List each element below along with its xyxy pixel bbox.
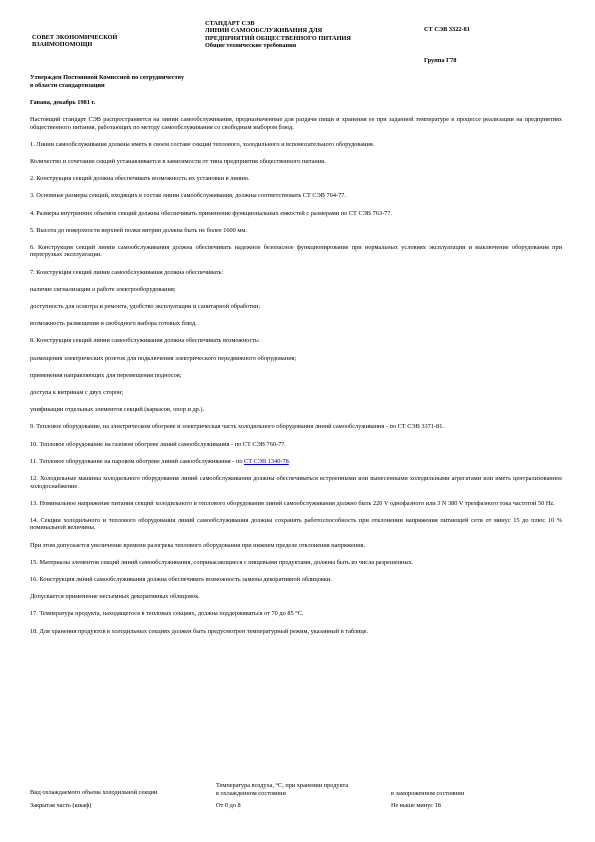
paragraph-15: 15. Материалы элементов секций линий самообслуживания, соприкасающиеся с пищевыми продуктами, должны быть из числа разрешенных. bbox=[30, 558, 414, 566]
paragraph-11 bbox=[30, 458, 562, 466]
table-subheader-chilled: в охлажденном состоянии bbox=[216, 789, 286, 797]
paragraph-7-item-1: наличие сигнализации о работе электрооборудования; bbox=[30, 285, 176, 293]
paragraph-7: 7. Конструкция секций линии самообслуживания должна обеспечивать: bbox=[30, 268, 224, 276]
standard-reference-link[interactable]: СТ СЭВ 1340-78 bbox=[244, 457, 289, 465]
paragraph-8-item-4: унификации отдельных элементов секций (каркасов, опор и др.). bbox=[30, 406, 205, 414]
table-cell-type: Закрытая часть (шкаф) bbox=[30, 802, 92, 810]
table-cell-frozen: Не выше минус 18 bbox=[391, 802, 441, 810]
paragraph-8-item-1: размещения электрических розеток для подключения электрического передвижного оборудования; bbox=[30, 354, 297, 362]
temperature-table bbox=[30, 782, 562, 810]
standard-subtitle: Общие технические требования bbox=[205, 42, 297, 50]
paragraph-13: 13. Номинальное напряжение питания секций холодильного и теплового оборудования линий самообслуживания должно быть 220 V однофазного или 3 N 380 V трехфазного тока частотой 50 Hz. bbox=[30, 499, 555, 507]
approved-line-1: Утвержден Постоянной Комиссией по сотрудничеству bbox=[30, 74, 185, 81]
org-line-1: СОВЕТ ЭКОНОМИЧЕСКОЙ bbox=[32, 34, 118, 41]
paragraph-2: 2. Конструкция секций должна обеспечивать возможность их установки в линию. bbox=[30, 175, 250, 183]
paragraph-3: 3. Основные размеры секций, входящих в состав линии самообслуживания, должны соответствовать СТ СЭВ 764-77. bbox=[30, 192, 346, 200]
paragraph-17: 17. Температура продукта, находящегося в тепловых секциях, должна поддерживаться от 70 до 85 °С. bbox=[30, 610, 304, 618]
table-header-temperature: Температура воздуха, °С, при хранении продукта bbox=[216, 782, 349, 789]
standard-code: СТ СЭВ 3322-81 bbox=[424, 26, 470, 33]
standard-title-block bbox=[205, 20, 410, 50]
table-cell-chilled: От 0 до 8 bbox=[216, 802, 241, 810]
standard-label: СТАНДАРТ СЭВ bbox=[205, 20, 255, 27]
document-body bbox=[30, 74, 562, 635]
approved-line-2: в области стандартизации bbox=[30, 81, 105, 89]
paragraph-8-item-3: доступа к витринам с двух сторон; bbox=[30, 388, 124, 396]
paragraph-16: 16. Конструкция линий самообслуживания должна обеспечивать возможность замены декоративной облицовки. bbox=[30, 576, 332, 584]
title-line-1: ЛИНИИ САМООБСЛУЖИВАНИЯ ДЛЯ bbox=[205, 27, 323, 35]
paragraph-14: 14. Секции холодильного и теплового оборудования линий самообслуживания должны сохранять работоспособность при отклонении напряжения питающей сети от минус 15 до плюс 10 % номинальной величины. bbox=[30, 516, 562, 532]
paragraph-10: 10. Тепловое оборудование на газовом обогреве линий самообслуживания - по СТ СЭВ 760-77. bbox=[30, 440, 286, 448]
place-date: Гавана, декабрь 1981 г. bbox=[30, 98, 96, 106]
table-subheader-frozen: в замороженном состоянии bbox=[391, 789, 465, 797]
paragraph-8-item-2: применения направляющих для перемещения подносов; bbox=[30, 371, 182, 379]
paragraph-18: 18. Для хранения продуктов в холодильных секциях должен быть предусмотрен температурный режим, указанный в таблице. bbox=[30, 627, 369, 635]
standard-group: Группа Г78 bbox=[424, 57, 457, 64]
paragraph-8: 8. Конструкция секций линии самообслуживания должна обеспечивать возможность: bbox=[30, 337, 260, 345]
paragraph-1-note: Количество и сочетание секций устанавливается в зависимости от типа предприятия общественного питания. bbox=[30, 157, 326, 165]
paragraph-14-note: При этом допускается увеличение времени разогрева теплового оборудования при нижнем пределе отклонения напряжения. bbox=[30, 541, 366, 549]
paragraph-7-item-3: возможность размещения и свободного выбора готовых блюд. bbox=[30, 320, 197, 328]
paragraph-6: 6. Конструкция секций линии самообслуживания должна обеспечивать надежное безопасное функционирование при нормальных условиях эксплуатации и выключение оборудования при перегрузках эксплуатации. bbox=[30, 243, 562, 259]
paragraph-16-note: Допускается применение несъемных декоративных облицовок. bbox=[30, 593, 200, 601]
paragraph-4: 4. Размеры внутренних объемов секций должны обеспечивать применение функциональных емкостей с размерами по СТ СЭВ 763-77. bbox=[30, 209, 392, 217]
paragraph-1: 1. Линии самообслуживания должны иметь в своем составе секции теплового, холодильного и вспомогательного оборудования. bbox=[30, 140, 375, 148]
organization-name bbox=[32, 34, 192, 49]
paragraph-5: 5. Высота до поверхности верхней полки витрин должна быть не более 1600 мм. bbox=[30, 226, 247, 234]
paragraph-9: 9. Тепловое оборудование, на электрическом обогреве и электрическая часть холодильного оборудования линий самообслуживания - по СТ СЭВ 3371-81. bbox=[30, 423, 444, 431]
table-header-type: Вид охлаждаемого объема холодильной секции bbox=[30, 789, 158, 796]
title-line-2: ПРЕДПРИЯТИЙ ОБЩЕСТВЕННОГО ПИТАНИЯ bbox=[205, 34, 351, 42]
table-row bbox=[30, 797, 562, 810]
paragraph-7-item-2: доступность для осмотра и ремонта, удобство эксплуатации и санитарной обработки; bbox=[30, 303, 261, 311]
paragraph-scope: Настоящий стандарт СЭВ распространяется на линии самообслуживания, предназначенные для раздачи пищи и хранения ее при заданной температуре в процессе реализации на предприятиях общественного питания, работающих по методу самообслуживания со свободным выбором блюд. bbox=[30, 115, 562, 131]
paragraph-12: 12. Холодильные машины холодильного оборудования линий самообслуживания должны обеспечиваться встроенными или вынесенными холодильными агрегатами или иметь централизованное холодоснабжение. bbox=[30, 474, 562, 490]
paragraph-11-text: 11. Тепловое оборудование на паровом обогреве линий самообслуживания - по bbox=[30, 457, 245, 465]
paragraph-11-tail: . bbox=[288, 457, 291, 465]
table-header-row bbox=[30, 782, 562, 790]
org-line-2: ВЗАИМОПОМОЩИ bbox=[32, 41, 93, 49]
